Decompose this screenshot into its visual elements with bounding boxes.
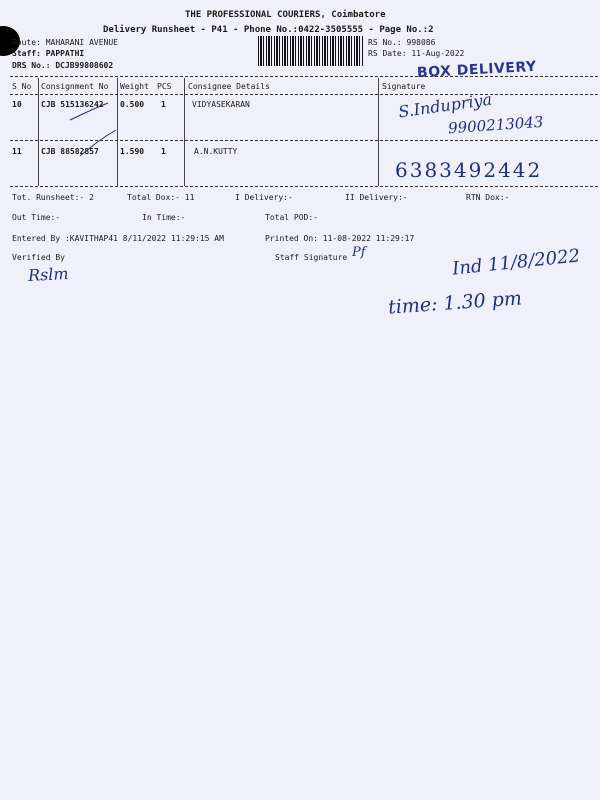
i-delivery: I Delivery:- bbox=[235, 193, 293, 202]
handwritten-time-note: time: 1.30 pm bbox=[387, 287, 523, 319]
drs-number: DRS No.: DCJB99808602 bbox=[12, 61, 114, 70]
total-dox: Total Dox:- 11 bbox=[127, 193, 195, 202]
table-top-rule bbox=[10, 76, 598, 77]
verified-by: Verified By bbox=[12, 253, 65, 262]
handwritten-phone: 6383492442 bbox=[395, 158, 543, 182]
col-header-signature: Signature bbox=[382, 82, 426, 91]
staff-label: Staff: PAPPATHI bbox=[12, 49, 85, 58]
rs-number: RS No.: 998086 bbox=[368, 38, 436, 47]
route-label: Route: MAHARANI AVENUE bbox=[12, 38, 118, 47]
barcode bbox=[258, 36, 364, 66]
row-weight: 0.500 bbox=[120, 100, 145, 109]
total-pod: Total POD:- bbox=[265, 213, 318, 222]
col-divider bbox=[38, 78, 39, 186]
rs-date: RS Date: 11-Aug-2022 bbox=[368, 49, 465, 58]
out-time: Out Time:- bbox=[12, 213, 61, 222]
handwritten-date-note: Ind 11/8/2022 bbox=[451, 245, 581, 280]
runsheet-title: Delivery Runsheet - P41 - Phone No.:0422-3505555 - Page No.:2 bbox=[103, 25, 434, 35]
col-header-consignment: Consignment No bbox=[41, 82, 109, 91]
row-weight: 1.590 bbox=[120, 147, 145, 156]
col-header-weight: Weight bbox=[120, 82, 149, 91]
staff-signature: Staff Signature bbox=[275, 253, 348, 262]
printed-on: Printed On: 11-08-2022 11:29:17 bbox=[265, 234, 415, 243]
row-consignment: CJB 515136242 bbox=[41, 100, 104, 109]
row-pcs: 1 bbox=[161, 147, 166, 156]
col-header-sno: S No bbox=[12, 82, 32, 91]
in-time: In Time:- bbox=[142, 213, 186, 222]
rtn-dox: RTN Dox:- bbox=[466, 193, 510, 202]
row-pcs: 1 bbox=[161, 100, 166, 109]
col-header-pcs: PCS bbox=[157, 82, 172, 91]
ii-delivery: II Delivery:- bbox=[345, 193, 408, 202]
row-sno: 10 bbox=[12, 100, 22, 109]
col-divider bbox=[184, 78, 185, 186]
verified-signature: Rslm bbox=[27, 263, 70, 286]
tot-runsheet: Tot. Runsheet:- 2 bbox=[12, 193, 94, 202]
col-divider bbox=[378, 78, 379, 186]
table-header-rule bbox=[10, 94, 598, 95]
row-sno: 11 bbox=[12, 147, 22, 156]
pen-stroke-marks bbox=[40, 98, 120, 158]
table-bottom-rule bbox=[10, 186, 598, 187]
handwritten-phone: 9900213043 bbox=[447, 112, 544, 138]
company-name: THE PROFESSIONAL COURIERS, Coimbatore bbox=[185, 10, 386, 20]
handwritten-signature: S.Indupriya bbox=[397, 89, 494, 122]
entered-by: Entered By :KAVITHAP41 8/11/2022 11:29:15 AM bbox=[12, 234, 224, 243]
box-delivery-stamp: BOX DELIVERY bbox=[416, 58, 537, 82]
staff-signature-mark: Pf bbox=[352, 245, 366, 260]
row-consignee: A.N.KUTTY bbox=[194, 147, 238, 156]
row-consignee: VIDYASEKARAN bbox=[192, 100, 250, 109]
col-header-consignee: Consignee Details bbox=[188, 82, 270, 91]
row-consignment: CJB 88582857 bbox=[41, 147, 99, 156]
